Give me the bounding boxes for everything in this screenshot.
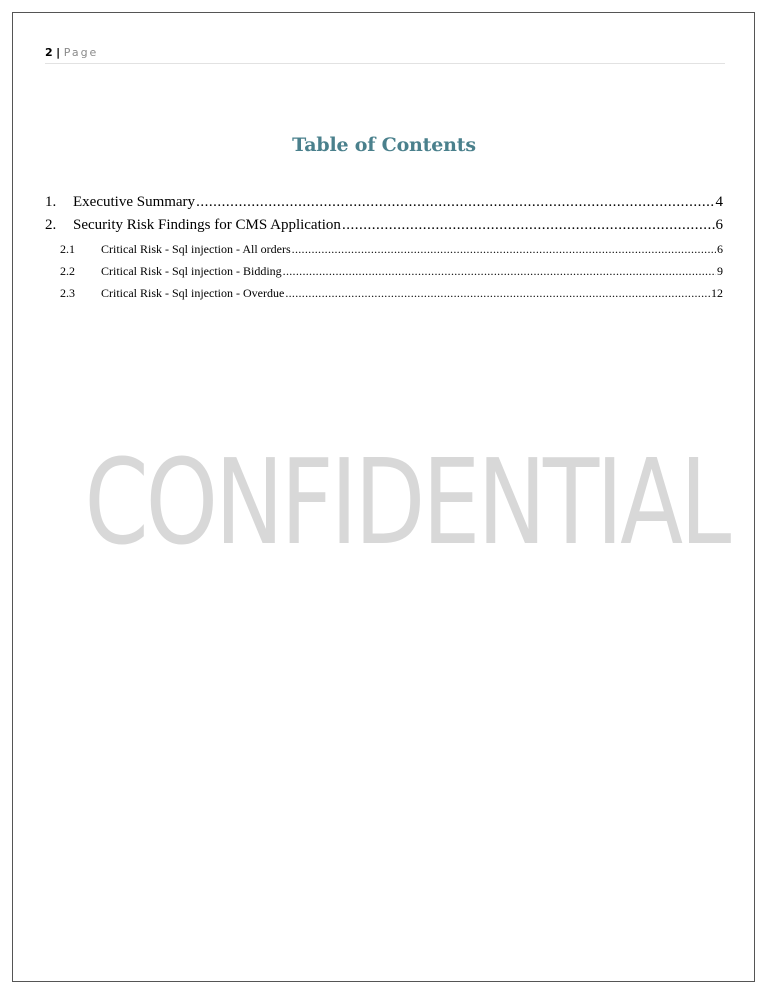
- toc-entry-all-orders[interactable]: [45, 242, 723, 257]
- header-page-number: 2: [45, 46, 53, 59]
- confidential-watermark: CONFIDENTIAL: [84, 433, 729, 571]
- toc-dot-leader: [285, 286, 710, 301]
- toc-dot-leader: [196, 194, 714, 211]
- toc-entry-page: 4: [715, 194, 723, 210]
- toc-entry-number: 2.: [45, 217, 57, 233]
- page-header: [45, 45, 725, 64]
- header-page-label: Page: [63, 46, 99, 59]
- toc-entry-security-risk-findings[interactable]: [45, 217, 723, 234]
- toc-entry-page: 6: [717, 242, 723, 256]
- toc-entry-bidding[interactable]: [45, 264, 723, 279]
- toc-entry-number: 1.: [45, 194, 57, 210]
- toc-entry-executive-summary[interactable]: [45, 194, 723, 211]
- toc-entry-page: 12: [711, 286, 723, 300]
- toc-dot-leader: [283, 264, 716, 279]
- toc-entry-text: Security Risk Findings for CMS Application: [73, 217, 341, 233]
- toc-title: Table of Contents: [292, 134, 476, 156]
- header-separator: |: [56, 46, 61, 59]
- toc-entry-number: 2.2: [60, 264, 75, 278]
- toc-entry-page: 6: [715, 217, 723, 233]
- toc-entry-number: 2.1: [60, 242, 75, 256]
- toc-dot-leader: [292, 242, 716, 257]
- toc-dot-leader: [342, 217, 715, 234]
- toc-entry-text: Critical Risk - Sql injection - All orders: [101, 242, 291, 256]
- toc-entry-number: 2.3: [60, 286, 75, 300]
- toc-entry-page: 9: [717, 264, 723, 278]
- toc-entry-text: Executive Summary: [73, 194, 196, 210]
- toc-entry-text: Critical Risk - Sql injection - Overdue: [101, 286, 285, 300]
- toc-entry-text: Critical Risk - Sql injection - Bidding: [101, 264, 282, 278]
- toc-entry-overdue[interactable]: [45, 286, 723, 301]
